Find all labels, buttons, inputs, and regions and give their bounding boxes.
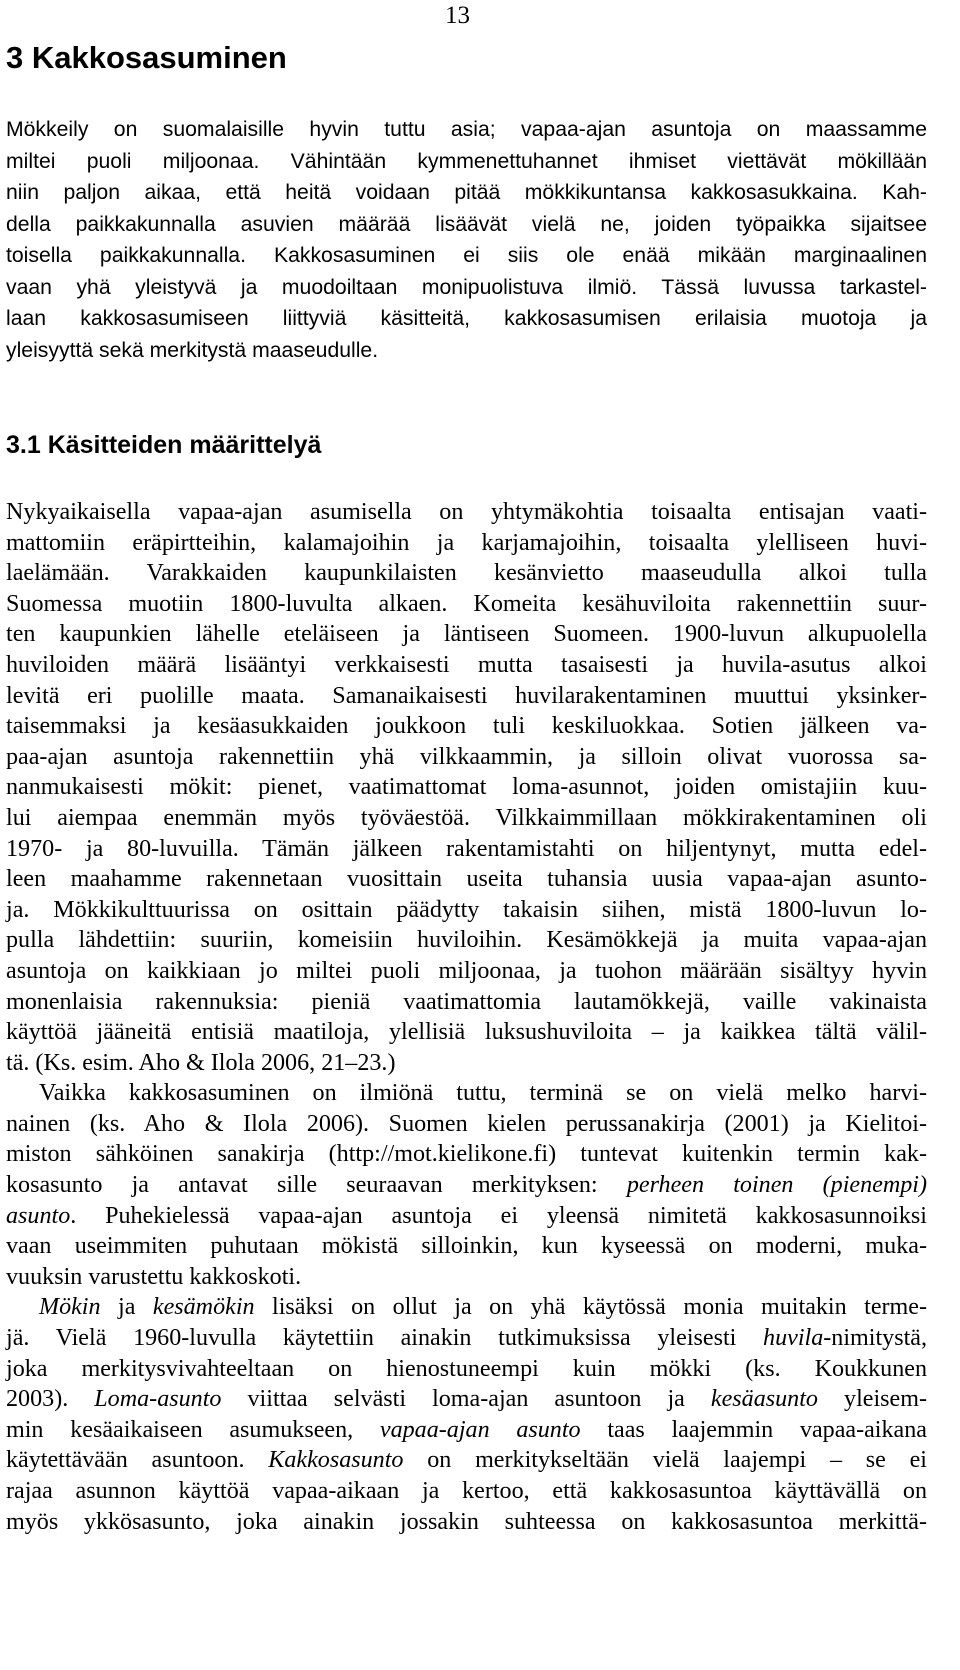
emphasis-term: kesäasunto bbox=[710, 1386, 818, 1413]
page-number: 13 bbox=[445, 2, 470, 29]
body-line: 1970- ja 80-luvuilla. Tämän jälkeen rakentamistahti on hiljentynyt, mutta edel- bbox=[6, 835, 927, 862]
intro-line: niin paljon aikaa, että heitä voidaan pitää mökkikuntansa kakkosasukkaina. Kah- bbox=[6, 181, 927, 204]
body-line: ja. Mökkikulttuurissa on osittain päädytty takaisin siihen, mistä 1800-luvun lo- bbox=[6, 896, 927, 923]
paragraph-term-definition bbox=[6, 1078, 927, 1292]
body-line: vaan useimmiten puhutaan mökistä silloinkin, kun kyseessä on moderni, muka- bbox=[6, 1233, 927, 1260]
body-line bbox=[6, 1292, 927, 1323]
body-line: ten kaupunkien lähelle eteläiseen ja läntiseen Suomeen. 1900-luvun alkupuolella bbox=[6, 621, 927, 648]
emphasis-term: asunto bbox=[6, 1202, 71, 1229]
body-line bbox=[6, 1415, 927, 1446]
emphasis-term: Mökin bbox=[39, 1294, 101, 1321]
body-text-segment: -nimitystä, bbox=[823, 1325, 927, 1352]
body-text-segment: . Puhekielessä vapaa-ajan asuntoja ei yleensä nimitetä kakkosasunnoiksi bbox=[70, 1202, 927, 1229]
body-line bbox=[6, 1170, 927, 1201]
body-line bbox=[6, 1201, 927, 1232]
intro-line: laan kakkosasumiseen liittyviä käsitteitä, kakkosasumisen erilaisia muotoja ja bbox=[6, 307, 927, 330]
body-line: taisemmaksi ja kesäasukkaiden joukkoon tuli keskiluokkaa. Sotien jälkeen va- bbox=[6, 713, 927, 740]
body-line: mattomiin eräpirtteihin, kalamajoihin ja karjamajoihin, toisaalta ylelliseen huvi- bbox=[6, 529, 927, 556]
body-text-segment: min kesäaikaiseen asumukseen, bbox=[6, 1416, 380, 1443]
body-text-segment: taas laajemmin vapaa-aikana bbox=[580, 1416, 927, 1443]
body-line: laelämään. Varakkaiden kaupunkilaisten kesänvietto maaseudulla alkoi tulla bbox=[6, 560, 927, 587]
section-title: 3.1 Käsitteiden määrittelyä bbox=[6, 431, 322, 459]
emphasis-term: kesämökin bbox=[152, 1294, 255, 1321]
body-line: tä. (Ks. esim. Aho & Ilola 2006, 21–23.) bbox=[6, 1049, 396, 1076]
body-line: paa-ajan asuntoja rakennettiin yhä vilkkaammin, ja silloin olivat vuorossa sa- bbox=[6, 743, 927, 770]
body-line bbox=[6, 1445, 927, 1476]
body-line: joka merkitysvivahteeltaan on hienostuneempi kuin mökki (ks. Koukkunen bbox=[6, 1355, 927, 1382]
body-line: Vaikka kakkosasuminen on ilmiönä tuttu, terminä se on vielä melko harvi- bbox=[39, 1080, 927, 1107]
body-line bbox=[6, 1384, 927, 1415]
emphasis-term: Kakkosasunto bbox=[268, 1447, 404, 1474]
body-line: Nykyaikaisella vapaa-ajan asumisella on yhtymäkohtia toisaalta entisajan vaati- bbox=[6, 499, 927, 525]
emphasis-term: vapaa-ajan asunto bbox=[379, 1416, 581, 1443]
body-line: asuntoja on kaikkiaan jo miltei puoli miljoonaa, ja tuohon määrään sisältyy hyvin bbox=[6, 957, 927, 984]
body-line: nainen (ks. Aho & Ilola 2006). Suomen kielen perussanakirja (2001) ja Kielitoi- bbox=[6, 1110, 927, 1137]
chapter-title: 3 Kakkosasuminen bbox=[6, 40, 287, 75]
body-line: lui aiempaa enemmän myös työväestöä. Vilkkaimmillaan mökkirakentaminen oli bbox=[6, 804, 927, 831]
paragraph-history bbox=[6, 497, 927, 1078]
intro-line: yleisyyttä sekä merkitystä maaseudulle. bbox=[6, 338, 379, 362]
body-text-segment: on merkitykseltään vielä laajempi – se ei bbox=[403, 1447, 928, 1474]
emphasis-term: Loma-asunto bbox=[94, 1386, 222, 1413]
body-text-segment: lisäksi on ollut ja on yhä käytössä monia muitakin terme- bbox=[254, 1294, 928, 1321]
body-text-segment: viittaa selvästi loma-ajan asuntoon ja bbox=[221, 1386, 711, 1413]
body-line: monenlaisia rakennuksia: pieniä vaatimattomia lautamökkejä, vaille vakinaista bbox=[6, 988, 927, 1015]
body-line: myös ykkösasunto, joka ainakin jossakin suhteessa on kakkosasuntoa merkittä- bbox=[6, 1508, 927, 1535]
intro-line: Mökkeily on suomalaisille hyvin tuttu asia; vapaa-ajan asuntoja on maassamme bbox=[6, 118, 927, 141]
intro-line: miltei puoli miljoonaa. Vähintään kymmenettuhannet ihmiset viettävät mökillään bbox=[6, 149, 927, 173]
body-line: nanmukaisesti mökit: pienet, vaatimattomat loma-asunnot, joiden omistajiin kuu- bbox=[6, 774, 927, 801]
body-line: rajaa asunnon käyttöä vapaa-aikaan ja kertoo, että kakkosasuntoa käyttävällä on bbox=[6, 1478, 927, 1504]
intro-line: toisella paikkakunnalla. Kakkosasuminen ei siis ole enää mikään marginaalinen bbox=[6, 244, 927, 267]
body-text-segment: käytettävään asuntoon. bbox=[6, 1447, 269, 1474]
body-text-segment: ja bbox=[100, 1294, 153, 1321]
intro-line: vaan yhä yleistyvä ja muodoiltaan monipuolistuva ilmiö. Tässä luvussa tarkastel- bbox=[6, 275, 927, 299]
emphasis-term: huvila bbox=[763, 1325, 824, 1352]
body-line: pulla lähdettiin: suuriin, komeisiin huviloihin. Kesämökkejä ja muita vapaa-ajan bbox=[6, 927, 927, 954]
paragraph-other-terms bbox=[6, 1292, 927, 1537]
body-line: levitä eri puolille maata. Samanaikaisesti huvilarakentaminen muuttui yksinker- bbox=[6, 682, 927, 709]
body-line: huviloiden määrä lisääntyi verkkaisesti mutta tasaisesti ja huvila-asutus alkoi bbox=[6, 651, 927, 678]
body-line: Suomessa muotiin 1800-luvulta alkaen. Komeita kesähuviloita rakennettiin suur- bbox=[6, 590, 927, 617]
body-text-segment: 2003). bbox=[6, 1386, 95, 1413]
intro-paragraph bbox=[6, 114, 927, 366]
body-line bbox=[6, 1323, 927, 1354]
body-text bbox=[6, 497, 927, 1537]
body-text-segment: yleisem- bbox=[817, 1386, 927, 1413]
body-text-segment: jä. Vielä 1960-luvulla käytettiin ainakin tutkimuksissa yleisesti bbox=[6, 1325, 764, 1352]
body-text-segment: kosasunto ja antavat sille seuraavan merkityksen: bbox=[6, 1172, 627, 1199]
body-line: leen maahamme rakennetaan vuosittain useita tuhansia uusia vapaa-ajan asunto- bbox=[6, 866, 927, 893]
body-line: miston sähköinen sanakirja (http://mot.kielikone.fi) tuntevat kuitenkin termin kak- bbox=[6, 1141, 927, 1168]
emphasis-term: perheen toinen (pienempi) bbox=[626, 1172, 928, 1199]
body-line: vuuksin varustettu kakkoskoti. bbox=[6, 1263, 302, 1290]
body-line: käyttöä jääneitä entisiä maatiloja, ylellisiä luksushuviloita – ja kaikkea tältä välil- bbox=[6, 1019, 927, 1046]
intro-line: della paikkakunnalla asuvien määrää lisäävät vielä ne, joiden työpaikka sijaitsee bbox=[6, 212, 927, 236]
